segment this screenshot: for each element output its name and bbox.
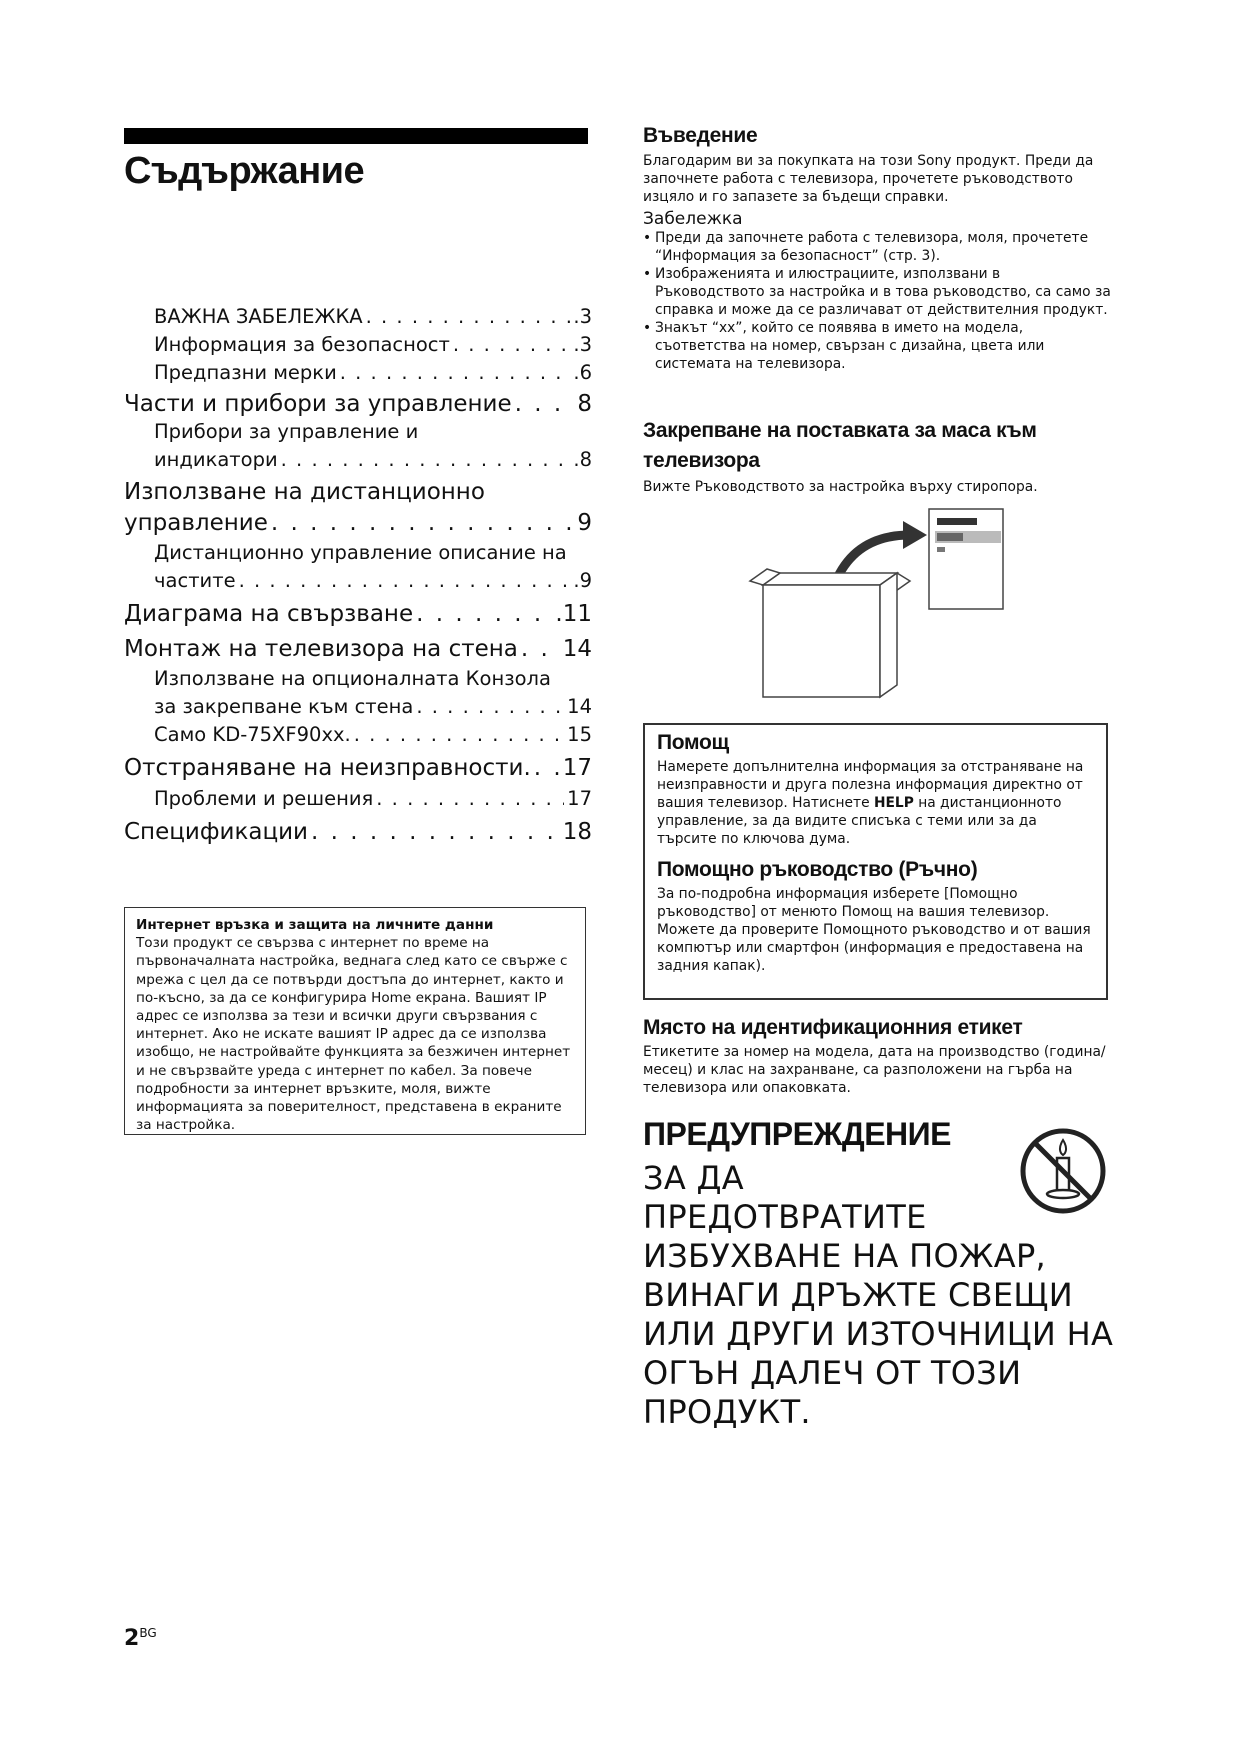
stand-section <box>643 416 1073 496</box>
title-bar <box>124 128 588 144</box>
toc-entry[interactable]: ВАЖНА ЗАБЕЛЕЖКА . . . .3 <box>124 303 592 331</box>
warning-text: ЗА ДА ПРЕДОТВРАТИТЕ ИЗБУХВАНЕ НА ПОЖАР, ВИНАГИ ДРЪЖТЕ СВЕЩИ ИЛИ ДРУГИ ИЗТОЧНИЦИ НА ОГЪН ДАЛЕЧ ОТ ТОЗИ ПРОДУКТ. <box>643 1159 1114 1431</box>
privacy-notice-box <box>124 907 586 1135</box>
label-title: Място на идентификационния етикет <box>643 1016 1023 1039</box>
toc-entry[interactable]: Диаграма на свързване . . . .11 <box>124 598 592 631</box>
help-guide-title: Помощно ръководство (Ръчно) <box>657 858 978 881</box>
toc-entry[interactable]: Използване на дистанционно управление . . . 9 <box>124 477 592 539</box>
warning-title: ПРЕДУПРЕЖДЕНИЕ <box>643 1116 951 1152</box>
privacy-body: Този продукт се свързва с интернет по време на първоначалната настройка, веднага след като се свърже с мрежа с цел да се потвърди достъпа до интернет, както и по-късно, за да се конфигурира Home екрана. Вашият IP адрес се използва за тези и всички други свързвания с интернет. Ако не искате вашият IP адрес да се използва изобщо, не настройвайте функцията за безжичен интернет и не свързвайте уреда с интернет по кабел. За повече подробности за интернет връзките, моля, вижте информацията за поверителност, представена в екраните за настройка. <box>136 935 571 1134</box>
toc-entry[interactable]: Информация за безопасност . . . .3 <box>124 331 592 359</box>
page-title: Съдържание <box>124 150 365 192</box>
intro-section <box>643 124 1113 373</box>
help-box <box>643 723 1108 1000</box>
help-guide-body: За по-подробна информация изберете [Помощно ръководство] от менюто Помощ на вашия телевизор. Можете да проверите Помощното ръководство и от вашия компютър или смартфон (информация е предоставена на задния капак). <box>657 886 1091 974</box>
note-item: • Изображенията и илюстрациите, използвани в Ръководството за настройка и в това ръководство, са само за справка и може да се различават от действителния продукт. <box>643 265 1113 319</box>
toc-entry[interactable]: Предпазни мерки . . . .6 <box>124 359 592 387</box>
label-body: Етикетите за номер на модела, дата на производство (година/месец) и клас на захранване, са разположени на гърба на телевизора или опаковката. <box>643 1044 1106 1096</box>
toc-entry[interactable]: Монтаж на телевизора на стена . . . 14 <box>124 634 592 665</box>
toc-entry[interactable]: Прибори за управление и индикатори . . . .8 <box>124 418 592 474</box>
toc-entry[interactable]: Проблеми и решения . . . 17 <box>124 785 592 813</box>
intro-body: Благодарим ви за покупката на този Sony продукт. Преди да започнете работа с телевизора, прочетете ръководството изцяло и го запазете за бъдещи справки. <box>643 153 1094 205</box>
privacy-heading: Интернет връзка и защита на личните данни <box>136 917 494 933</box>
toc-entry[interactable]: Части и прибори за управление . . . 8 <box>124 390 592 418</box>
toc-entry[interactable]: Само KD-75XF90xx. . . . 15 <box>124 721 592 749</box>
note-list <box>643 229 1113 373</box>
note-item: • Преди да започнете работа с телевизора, моля, прочетете “Информация за безопасност” (стр. 3). <box>643 229 1113 265</box>
intro-title: Въведение <box>643 124 758 147</box>
stand-body: Вижте Ръководството за настройка върху стиропора. <box>643 479 1038 495</box>
toc-entry[interactable]: Използване на опционалната Конзола за закрепване към стена . . . 14 <box>124 665 592 721</box>
toc-entry[interactable]: Отстраняване на неизправности. . . . 17 <box>124 752 592 785</box>
help-title: Помощ <box>657 731 729 754</box>
note-item: • Знакът “xx”, който се появява в името на модела, съответства на номер, свързан с дизайна, цвета или системата на телевизора. <box>643 319 1113 373</box>
toc-entry[interactable]: Спецификации . . . 18 <box>124 816 592 849</box>
toc-entry[interactable]: Дистанционно управление описание на частите . . . .9 <box>124 539 592 595</box>
page-number: $2^{BG}$ <box>124 1626 157 1651</box>
help-body: Намерете допълнителна информация за отстраняване на неизправности и друга полезна информация директно от вашия телевизор. Натиснете HELP на дистанционното управление, за да видите списъка с теми или за да търсите по ключова дума. <box>657 759 1084 847</box>
tv-box-with-guide-illustration <box>745 505 1010 705</box>
note-title: Забележка <box>643 209 743 229</box>
table-of-contents <box>124 303 592 849</box>
label-section <box>643 1016 1113 1097</box>
stand-title: Закрепване на поставката за маса към телевизора <box>643 419 1037 472</box>
no-candle-icon <box>1018 1126 1108 1216</box>
